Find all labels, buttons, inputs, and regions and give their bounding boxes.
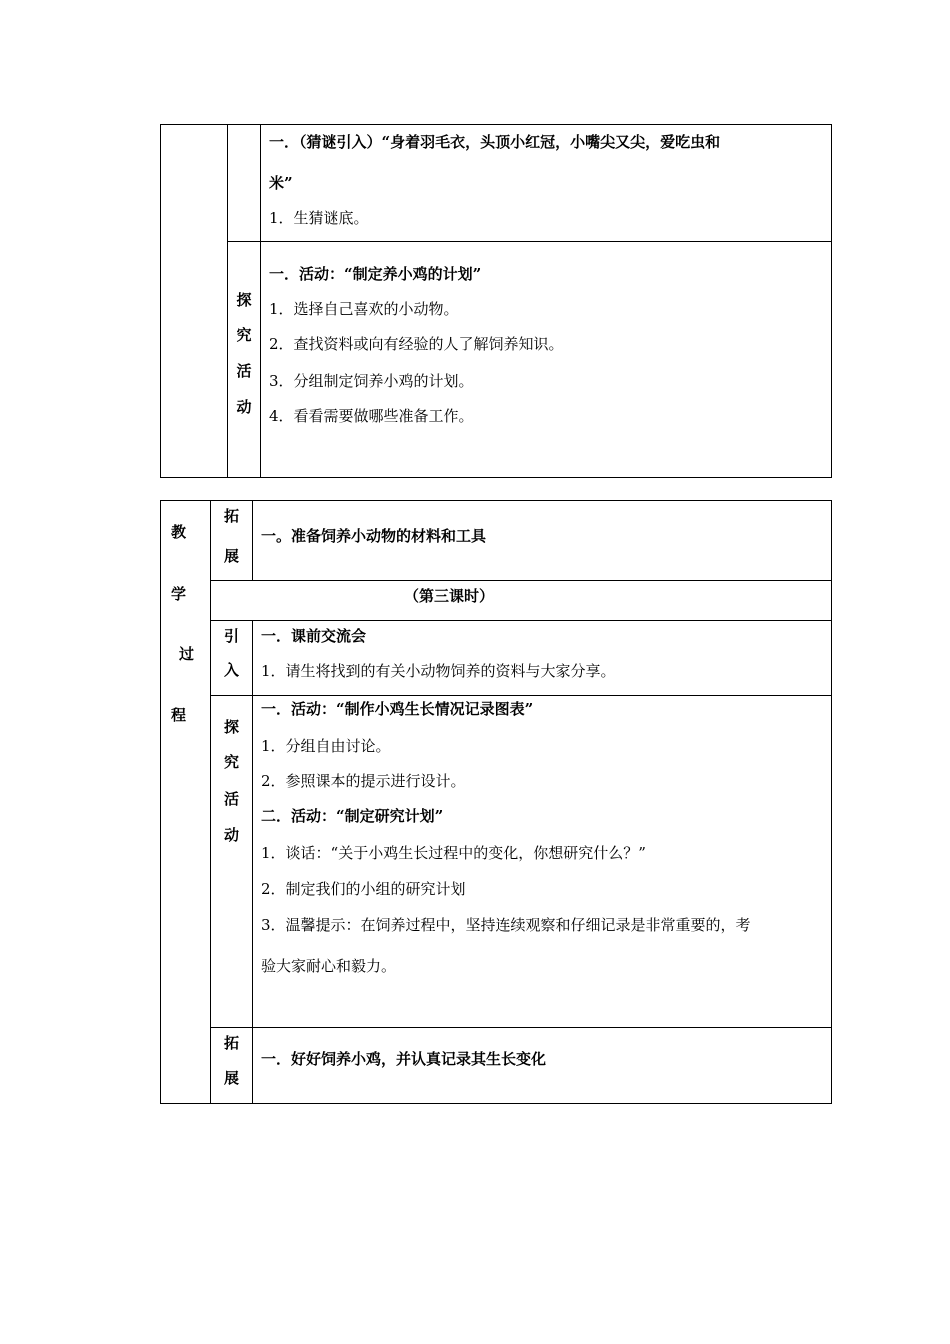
label-char: 入 <box>223 661 239 679</box>
list-item: 1．分组自由讨论。 <box>261 737 391 755</box>
label-char: 过 <box>179 645 195 663</box>
lesson-table-part2 <box>160 500 832 1104</box>
side-label-cell <box>161 125 228 478</box>
list-item: 4．看看需要做哪些准备工作。 <box>269 407 474 425</box>
explore-label-cell <box>228 242 261 478</box>
lesson-table-part1 <box>160 124 832 478</box>
explore-heading: 一．活动：“制定养小鸡的计划” <box>269 265 482 283</box>
list-item: 1．谈话：“关于小鸡生长过程中的变化，你想研究什么？” <box>261 844 646 862</box>
intro-heading: 一．课前交流会 <box>261 627 367 645</box>
teaching-process-label-cell <box>161 501 211 1104</box>
label-char: 动 <box>223 826 239 844</box>
guess-riddle-cell <box>261 125 832 242</box>
label-char: 展 <box>223 547 239 565</box>
explore-heading-1: 一．活动：“制作小鸡生长情况记录图表” <box>261 700 534 718</box>
label-char: 程 <box>171 706 187 724</box>
label-char: 教 <box>171 523 187 541</box>
label-char: 引 <box>223 627 239 645</box>
session-title-cell <box>211 581 832 621</box>
expand2-text: 一．好好饲养小鸡，并认真记录其生长变化 <box>261 1050 547 1068</box>
expand-content-cell <box>253 501 832 581</box>
explore2-label-cell <box>211 696 253 1028</box>
expand-label-cell <box>211 501 253 581</box>
label-char: 拓 <box>223 507 239 525</box>
label-char: 拓 <box>223 1034 239 1052</box>
label-char: 究 <box>236 326 252 344</box>
label-char: 探 <box>236 291 252 309</box>
list-item: 1．选择自己喜欢的小动物。 <box>269 300 459 318</box>
list-item: 2．参照课本的提示进行设计。 <box>261 772 466 790</box>
explore-content-cell <box>261 242 832 478</box>
label-char: 活 <box>223 790 239 808</box>
riddle-answer: 1．生猜谜底。 <box>269 209 369 227</box>
list-item: 3．温馨提示：在饲养过程中，坚持连续观察和仔细记录是非常重要的，考 <box>261 916 751 934</box>
list-item: 3．分组制定饲养小鸡的计划。 <box>269 372 474 390</box>
list-item: 验大家耐心和毅力。 <box>261 957 397 975</box>
label-char: 学 <box>171 585 187 603</box>
expand2-content-cell <box>253 1028 832 1104</box>
expand-text: 一。准备饲养小动物的材料和工具 <box>261 527 487 545</box>
intro-content-cell <box>253 621 832 696</box>
explore2-content-cell <box>253 696 832 1028</box>
list-item: 2．查找资料或向有经验的人了解饲养知识。 <box>269 335 564 353</box>
label-char: 活 <box>236 362 252 380</box>
intro-label-cell <box>211 621 253 696</box>
list-item: 2．制定我们的小组的研究计划 <box>261 880 466 898</box>
expand2-label-cell <box>211 1028 253 1104</box>
session-title: （第三课时） <box>404 587 495 605</box>
label-char: 动 <box>236 398 252 416</box>
label-char: 究 <box>223 753 239 771</box>
label-char: 探 <box>223 718 239 736</box>
row-label-cell <box>228 125 261 242</box>
riddle-line-2: 米” <box>269 174 293 192</box>
explore-heading-2: 二．活动：“制定研究计划” <box>261 807 444 825</box>
intro-item: 1．请生将找到的有关小动物饲养的资料与大家分享。 <box>261 662 616 680</box>
riddle-line-1: 一．（猜谜引入）“身着羽毛衣，头顶小红冠，小嘴尖又尖，爱吃虫和 <box>269 133 721 151</box>
label-char: 展 <box>223 1069 239 1087</box>
